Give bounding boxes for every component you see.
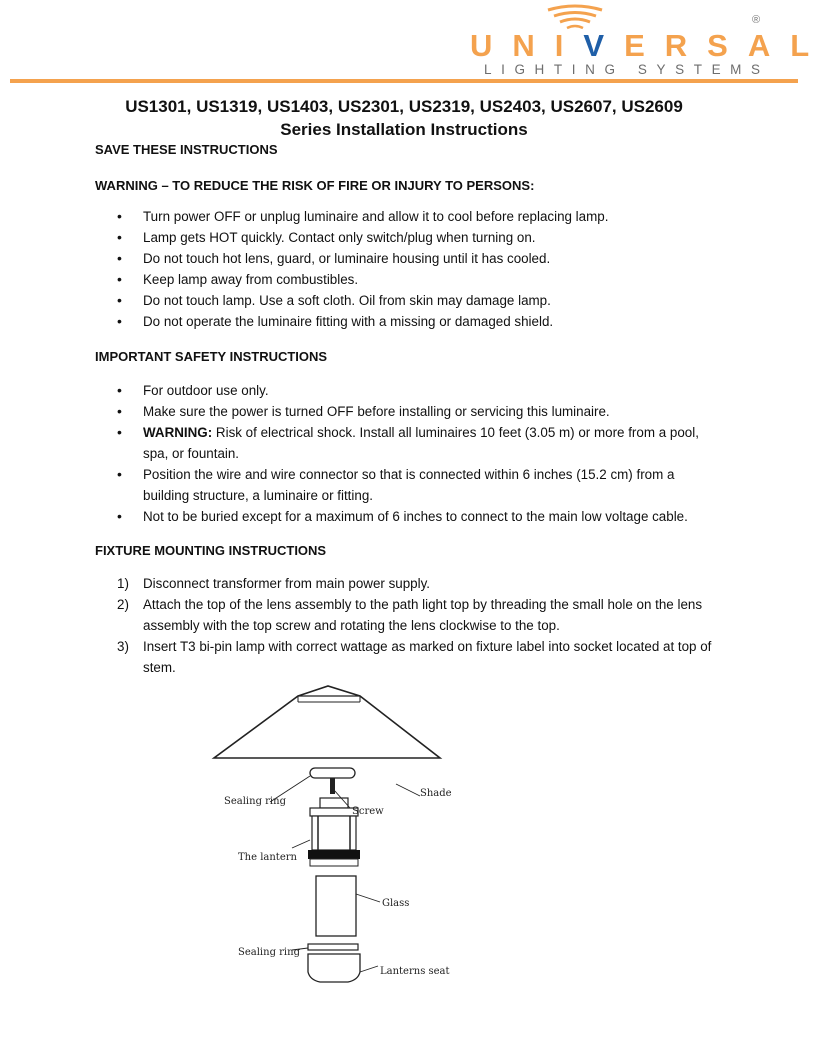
step-item	[95, 636, 715, 678]
safety-heading: IMPORTANT SAFETY INSTRUCTIONS	[95, 349, 328, 364]
list-item-text: Risk of electrical shock. Install all luminaires 10 feet (3.05 m) or more from a pool, spa, or fountain.	[143, 425, 699, 461]
step-item	[95, 573, 715, 594]
save-instructions-heading: SAVE THESE INSTRUCTIONS	[95, 142, 278, 157]
label-shade: Shade	[420, 788, 452, 799]
list-item	[95, 422, 715, 464]
shade-leader	[396, 784, 420, 796]
list-item: • Do not touch lamp. Use a soft cloth. Oil from skin may damage lamp.	[95, 290, 715, 311]
sealing-ring-bottom-part	[308, 944, 358, 950]
label-glass: Glass	[382, 898, 410, 909]
brand-name	[470, 28, 829, 64]
logo-waves-icon	[540, 4, 610, 30]
warning-heading: WARNING – TO REDUCE THE RISK OF FIRE OR INJURY TO PERSONS:	[95, 178, 535, 193]
step-number: 3)	[117, 639, 129, 654]
lanterns-seat-leader	[360, 966, 378, 972]
list-item: • Keep lamp away from combustibles.	[95, 269, 715, 290]
label-screw: Screw	[352, 806, 384, 817]
list-item: • Position the wire and wire connector so that is connected within 6 inches (15.2 cm) from a building structure, a luminaire or fitting.	[95, 464, 715, 506]
label-lanterns-seat: Lanterns seat	[380, 966, 450, 977]
registered-mark: ®	[752, 14, 761, 26]
document-title-models: US1301, US1319, US1403, US2301, US2319, US2403, US2607, US2609	[125, 97, 683, 116]
warning-list	[95, 206, 715, 332]
list-item: • Turn power OFF or unplug luminaire and allow it to cool before replacing lamp.	[95, 206, 715, 227]
header-divider	[10, 79, 798, 83]
brand-suffix: ERSAL	[624, 28, 829, 63]
list-item: • For outdoor use only.	[95, 380, 715, 401]
lanterns-seat-part	[308, 954, 360, 982]
glass-leader	[356, 894, 380, 902]
company-logo	[470, 4, 829, 79]
warning-label: WARNING:	[143, 425, 213, 440]
brand-tagline: LIGHTING SYSTEMS	[484, 62, 770, 77]
list-item: • Not to be buried except for a maximum of 6 inches to connect to the main low voltage cable.	[95, 506, 715, 527]
lantern-leader	[292, 840, 310, 848]
mounting-steps	[95, 573, 715, 678]
label-lantern: The lantern	[238, 852, 297, 863]
step-item	[95, 594, 715, 636]
glass-part	[316, 876, 356, 936]
list-item: • Do not touch hot lens, guard, or luminaire housing until it has cooled.	[95, 248, 715, 269]
step-number: 1)	[117, 576, 129, 591]
list-item: • Do not operate the luminaire fitting with a missing or damaged shield.	[95, 311, 715, 332]
sealing-ring-top-part	[310, 768, 355, 778]
step-text: Disconnect transformer from main power supply.	[143, 576, 431, 591]
list-item: • Make sure the power is turned OFF before installing or servicing this luminaire.	[95, 401, 715, 422]
mounting-heading: FIXTURE MOUNTING INSTRUCTIONS	[95, 543, 327, 558]
document-title: Series Installation Instructions	[280, 120, 528, 139]
brand-v: V	[583, 28, 625, 63]
label-sealing-ring-top: Sealing ring	[224, 796, 286, 807]
screw-part	[330, 778, 335, 794]
step-text: Attach the top of the lens assembly to the path light top by threading the small hole on the lens assembly with the top screw and rotating the lens clockwise to the top.	[143, 597, 703, 633]
fixture-exploded-diagram	[210, 680, 450, 990]
safety-list	[95, 380, 715, 527]
label-sealing-ring-bottom: Sealing ring	[238, 947, 300, 958]
brand-prefix: UNI	[470, 28, 584, 63]
shade-part	[214, 686, 440, 758]
step-text: Insert T3 bi-pin lamp with correct wattage as marked on fixture label into socket located at top of stem.	[143, 639, 712, 675]
list-item: • Lamp gets HOT quickly. Contact only switch/plug when turning on.	[95, 227, 715, 248]
step-number: 2)	[117, 597, 129, 612]
